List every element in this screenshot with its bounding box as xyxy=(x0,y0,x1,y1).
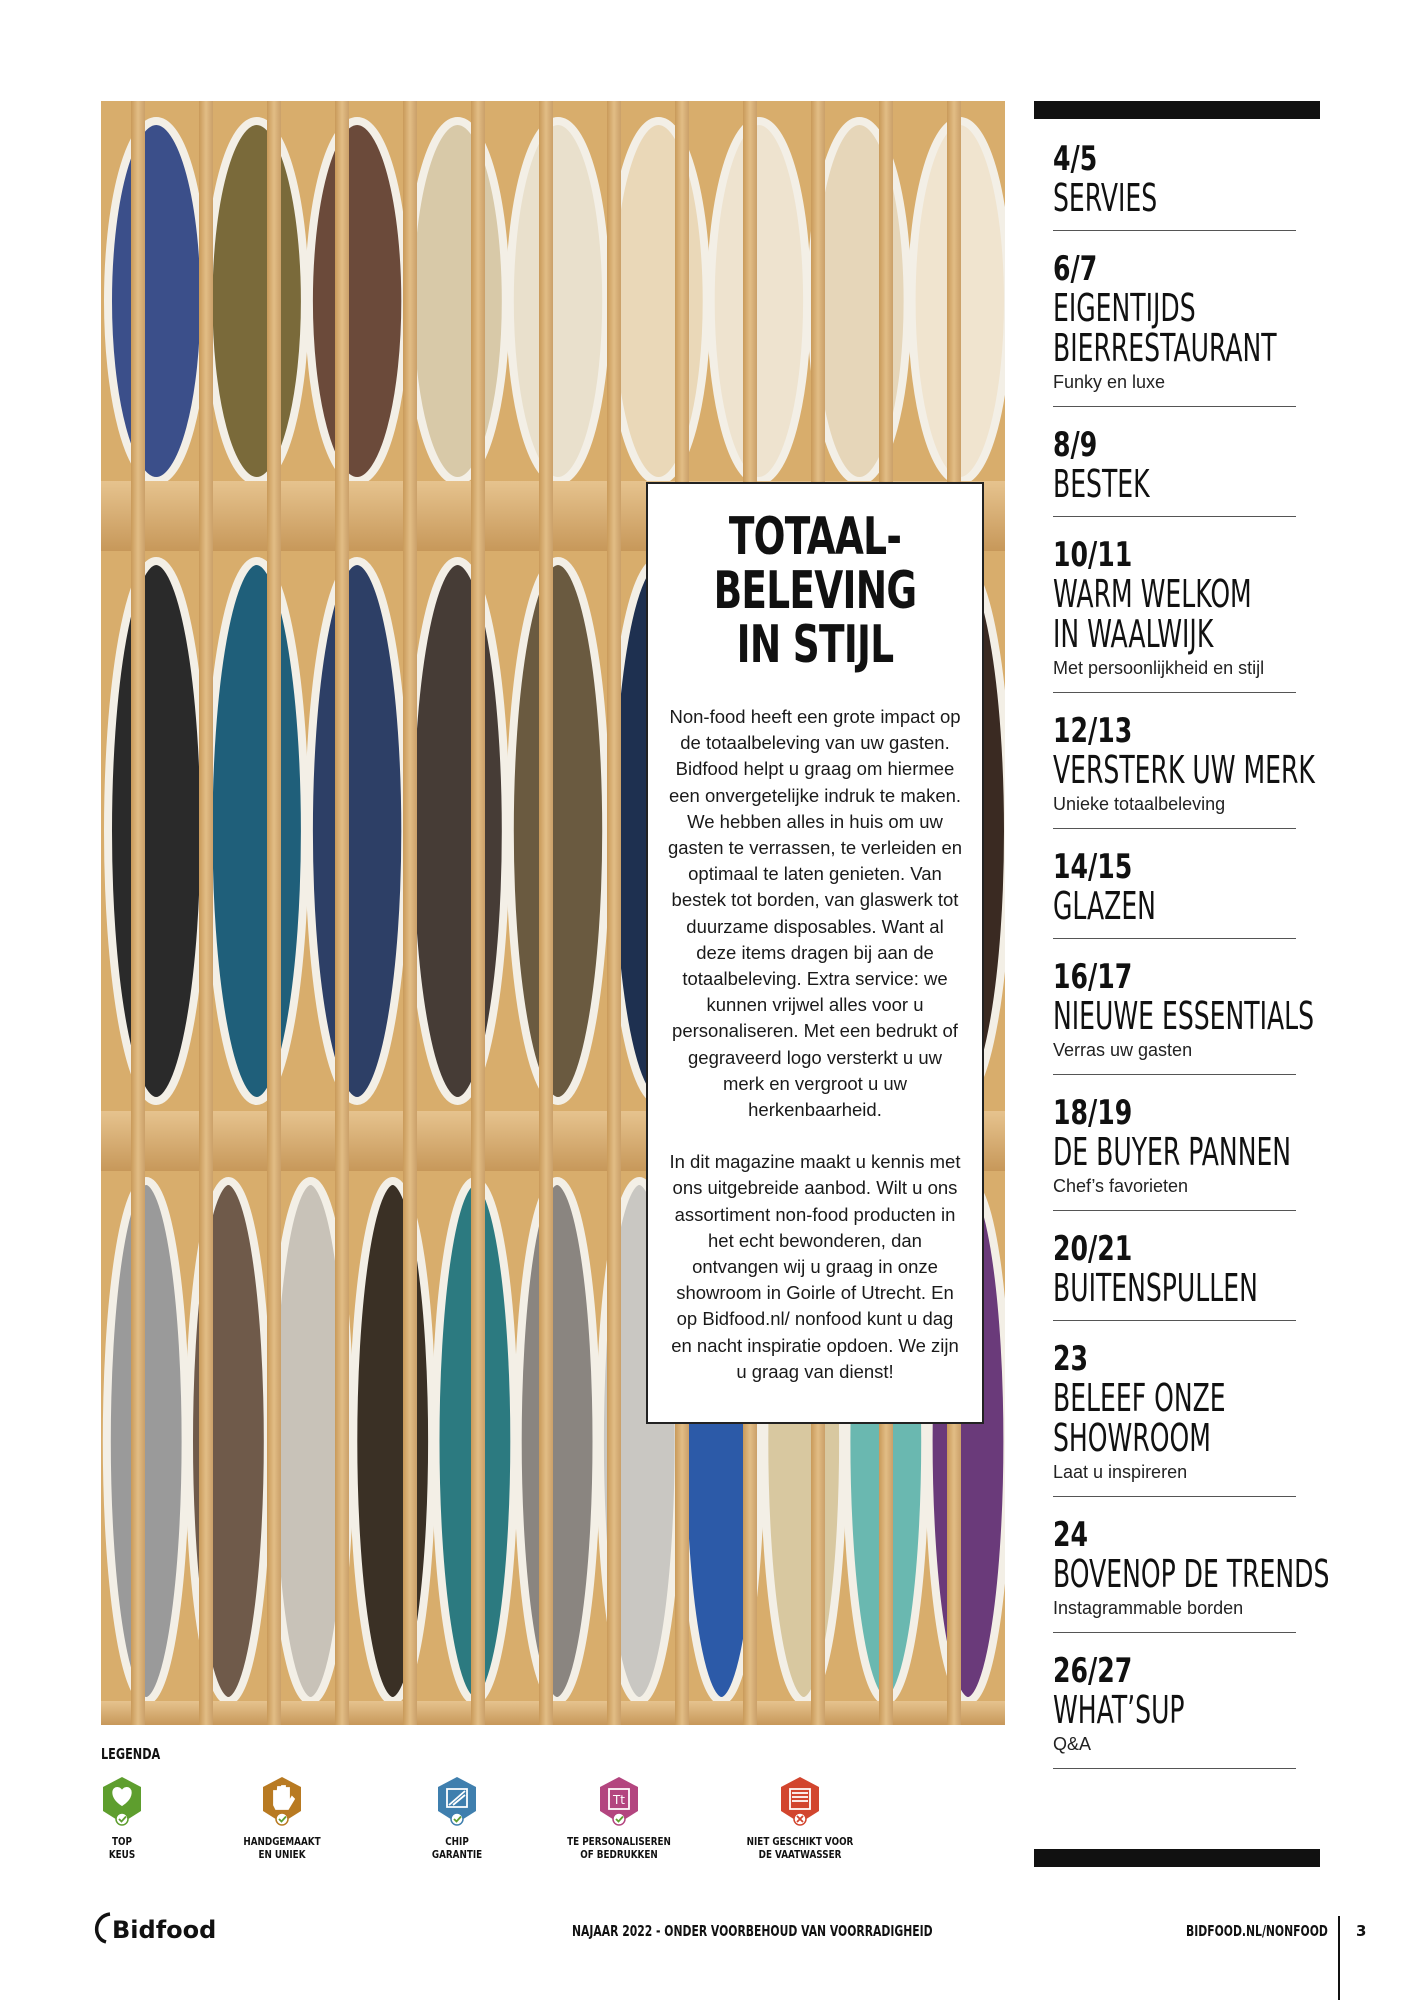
toc-title xyxy=(1053,1130,1292,1174)
toc-title-line: EIGENTIJDS xyxy=(1053,286,1196,330)
toc-page-number: 12/13 xyxy=(1053,711,1133,751)
toc-title-line: SHOWROOM xyxy=(1053,1416,1211,1460)
toc-item[interactable] xyxy=(1053,1652,1296,1769)
toc-item[interactable] xyxy=(1053,1230,1296,1321)
toc-item[interactable] xyxy=(1053,536,1296,693)
intro-paragraph-2: In dit magazine maakt u kennis met ons uitgebreide aanbod. Wilt u ons assortiment non-food producten in het echt bewonderen, dan ontvangen wij u graag in onze showroom in Goirle of Utrecht. En op Bidfood.nl/ nonfood kunt u dag en nacht inspiratie opdoen. We zijn u graag van dienst! xyxy=(669,1151,961,1382)
hand-icon xyxy=(260,1775,304,1827)
toc-subtitle: Unieke totaalbeleving xyxy=(1053,794,1226,814)
heart-icon xyxy=(100,1775,144,1827)
intro-box xyxy=(646,482,984,1424)
toc-subtitle: Laat u inspireren xyxy=(1053,1462,1188,1482)
legend-icon-text: Tt xyxy=(612,1793,626,1807)
toc-subtitle: Chef’s favorieten xyxy=(1053,1176,1189,1196)
toc-page-number: 6/7 xyxy=(1053,249,1098,289)
intro-paragraph-1: Non-food heeft een grote impact op de totaalbeleving van uw gasten. Bidfood helpt u graag om hiermee een onvergetelijke indruk te maken. We hebben alles in huis om uw gasten te verrassen, te verleiden en optimaal te laten genieten. Van bestek tot borden, van glaswerk tot duurzame disposables. Want al deze items dragen bij aan de totaalbeleving. Extra service: we kunnen vrijwel alles voor u personaliseren. Met een bedrukt of gegraveerd logo versterkt u uw merk en vergroot u uw herkenbaarheid. xyxy=(667,706,963,1121)
toc-title-line: BIERRESTAURANT xyxy=(1053,326,1277,370)
toc-title-line: WARM WELKOM xyxy=(1053,572,1252,616)
legend-item-label-line: TE PERSONALISEREN xyxy=(567,1835,671,1848)
toc-page-number: 24 xyxy=(1053,1515,1089,1555)
legend-item-label-line: NIET GESCHIKT VOOR xyxy=(746,1835,854,1848)
logo-swoosh-icon xyxy=(97,1914,110,1942)
legend-item-label-line: CHIP xyxy=(445,1835,469,1848)
toc-subtitle: Q&A xyxy=(1053,1734,1092,1754)
toc-page-number: 18/19 xyxy=(1053,1093,1133,1133)
toc-item[interactable] xyxy=(1053,957,1315,1075)
toc-page-number: 20/21 xyxy=(1053,1229,1133,1269)
toc-page-number: 14/15 xyxy=(1053,847,1133,887)
legend-label: LEGENDA xyxy=(101,1745,161,1763)
toc-title xyxy=(1053,178,1213,218)
intro-title xyxy=(695,507,935,675)
footer-url[interactable]: BIDFOOD.NL/NONFOOD xyxy=(1186,1922,1328,1940)
legend-item xyxy=(730,1775,870,1861)
toc-subtitle: Met persoonlijkheid en stijl xyxy=(1053,658,1265,678)
toc-page-number: 8/9 xyxy=(1053,425,1098,465)
dishwasher-icon xyxy=(778,1775,822,1827)
footer-divider xyxy=(1338,1916,1340,2000)
toc-title xyxy=(1053,1266,1258,1310)
logo-text: Bidfood xyxy=(112,1916,217,1944)
toc-title-line: BELEEF ONZE xyxy=(1053,1376,1226,1420)
legend-item-label-line: KEUS xyxy=(108,1848,136,1861)
toc-title xyxy=(1053,286,1277,370)
toc-title-line: BOVENOP DE TRENDS xyxy=(1053,1552,1330,1596)
toc-top-bar xyxy=(1034,101,1320,119)
toc-title xyxy=(1053,572,1252,656)
page-number: 3 xyxy=(1356,1922,1367,1940)
toc-page-number: 26/27 xyxy=(1053,1651,1133,1691)
toc-item[interactable] xyxy=(1053,140,1296,231)
toc-title-line: SERVIES xyxy=(1053,176,1158,220)
legend-item-label-line: GARANTIE xyxy=(431,1848,483,1861)
legend-item xyxy=(387,1775,527,1861)
toc-page-number: 23 xyxy=(1053,1339,1089,1379)
toc-title xyxy=(1053,464,1213,504)
toc-item[interactable] xyxy=(1053,426,1296,517)
text-icon xyxy=(597,1775,641,1827)
legend-item xyxy=(549,1775,689,1861)
toc-item[interactable] xyxy=(1053,711,1315,829)
legend-item-label-line: TOP xyxy=(112,1835,132,1848)
toc-page-number: 10/11 xyxy=(1053,535,1133,575)
toc-page-number: 4/5 xyxy=(1053,139,1098,179)
legend-item-label-line: DE VAATWASSER xyxy=(758,1848,842,1861)
chip-icon xyxy=(435,1775,479,1827)
intro-title-line: BELEVING xyxy=(713,561,917,621)
table-of-contents xyxy=(1053,139,1330,1788)
legend-item-label xyxy=(401,1835,513,1861)
toc-subtitle: Instagrammable borden xyxy=(1053,1598,1244,1618)
toc-title-line: BESTEK xyxy=(1053,462,1150,506)
toc-title xyxy=(1053,1376,1226,1460)
toc-subtitle: Funky en luxe xyxy=(1053,372,1166,392)
toc-item[interactable] xyxy=(1053,1094,1296,1211)
toc-item[interactable] xyxy=(1053,1340,1296,1497)
toc-title-line: GLAZEN xyxy=(1053,884,1156,928)
legend-item-label xyxy=(226,1835,338,1861)
toc-title xyxy=(1053,994,1315,1038)
toc-title-line: NIEUWE ESSENTIALS xyxy=(1053,994,1315,1038)
toc-title-line: WHAT’SUP xyxy=(1053,1688,1185,1732)
legend-item xyxy=(212,1775,352,1861)
legend-item-label xyxy=(744,1835,856,1861)
intro-title-line: IN STIJL xyxy=(736,615,894,675)
toc-page-number: 16/17 xyxy=(1053,957,1133,997)
toc-bottom-bar xyxy=(1034,1849,1320,1867)
legend-item-label xyxy=(563,1835,675,1861)
toc-title xyxy=(1053,1552,1330,1596)
toc-title xyxy=(1053,886,1213,926)
footer-edition: NAJAAR 2022 - ONDER VOORBEHOUD VAN VOORRADIGHEID xyxy=(572,1922,933,1940)
legend-item-label-line: OF BEDRUKKEN xyxy=(580,1848,658,1861)
toc-title-line: BUITENSPULLEN xyxy=(1053,1266,1258,1310)
toc-item[interactable] xyxy=(1053,848,1296,939)
toc-title-line: IN WAALWIJK xyxy=(1053,612,1214,656)
intro-title-line: TOTAAL- xyxy=(728,507,902,567)
toc-subtitle: Verras uw gasten xyxy=(1053,1040,1193,1060)
legend-item-label-line: HANDGEMAAKT xyxy=(243,1835,321,1848)
toc-item[interactable] xyxy=(1053,250,1296,407)
bidfood-logo xyxy=(92,1908,222,1953)
legend-item xyxy=(52,1775,192,1861)
toc-title-line: DE BUYER PANNEN xyxy=(1053,1130,1292,1174)
toc-title xyxy=(1053,1690,1213,1730)
toc-title xyxy=(1053,748,1315,792)
toc-item[interactable] xyxy=(1053,1515,1330,1633)
toc-title-line: VERSTERK UW MERK xyxy=(1053,748,1315,792)
legend-item-label xyxy=(66,1835,178,1861)
legend-item-label-line: EN UNIEK xyxy=(258,1848,306,1861)
